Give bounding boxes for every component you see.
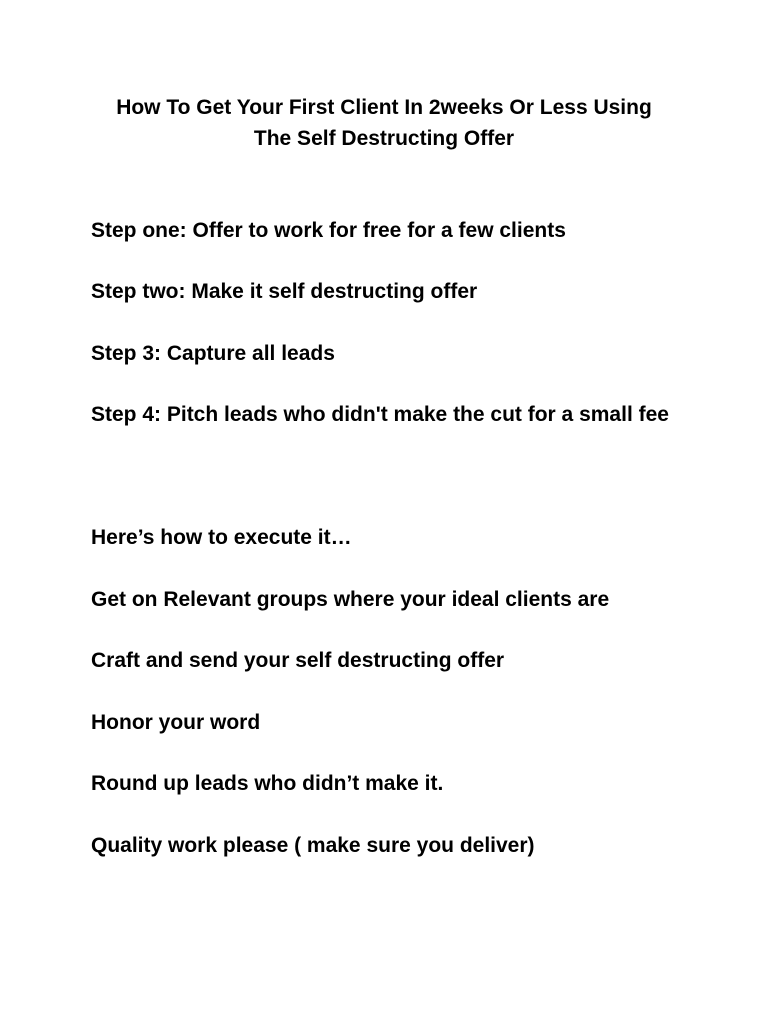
step-two: Step two: Make it self destructing offer	[91, 280, 478, 303]
title-line-2: The Self Destructing Offer	[253, 127, 515, 150]
step-four: Step 4: Pitch leads who didn't make the cut for a small fee	[91, 403, 669, 426]
execute-heading: Here’s how to execute it…	[91, 526, 352, 549]
step-three: Step 3: Capture all leads	[91, 342, 335, 365]
action-item: Craft and send your self destructing offer	[91, 649, 505, 672]
document-title	[60, 92, 708, 154]
action-item: Quality work please ( make sure you deliver)	[91, 834, 535, 857]
action-item: Honor your word	[91, 711, 261, 734]
action-item: Get on Relevant groups where your ideal clients are	[91, 588, 610, 611]
action-item: Round up leads who didn’t make it.	[91, 772, 444, 795]
title-line-1: How To Get Your First Client In 2weeks Or Less Using	[116, 96, 652, 119]
step-one: Step one: Offer to work for free for a few clients	[91, 219, 566, 242]
